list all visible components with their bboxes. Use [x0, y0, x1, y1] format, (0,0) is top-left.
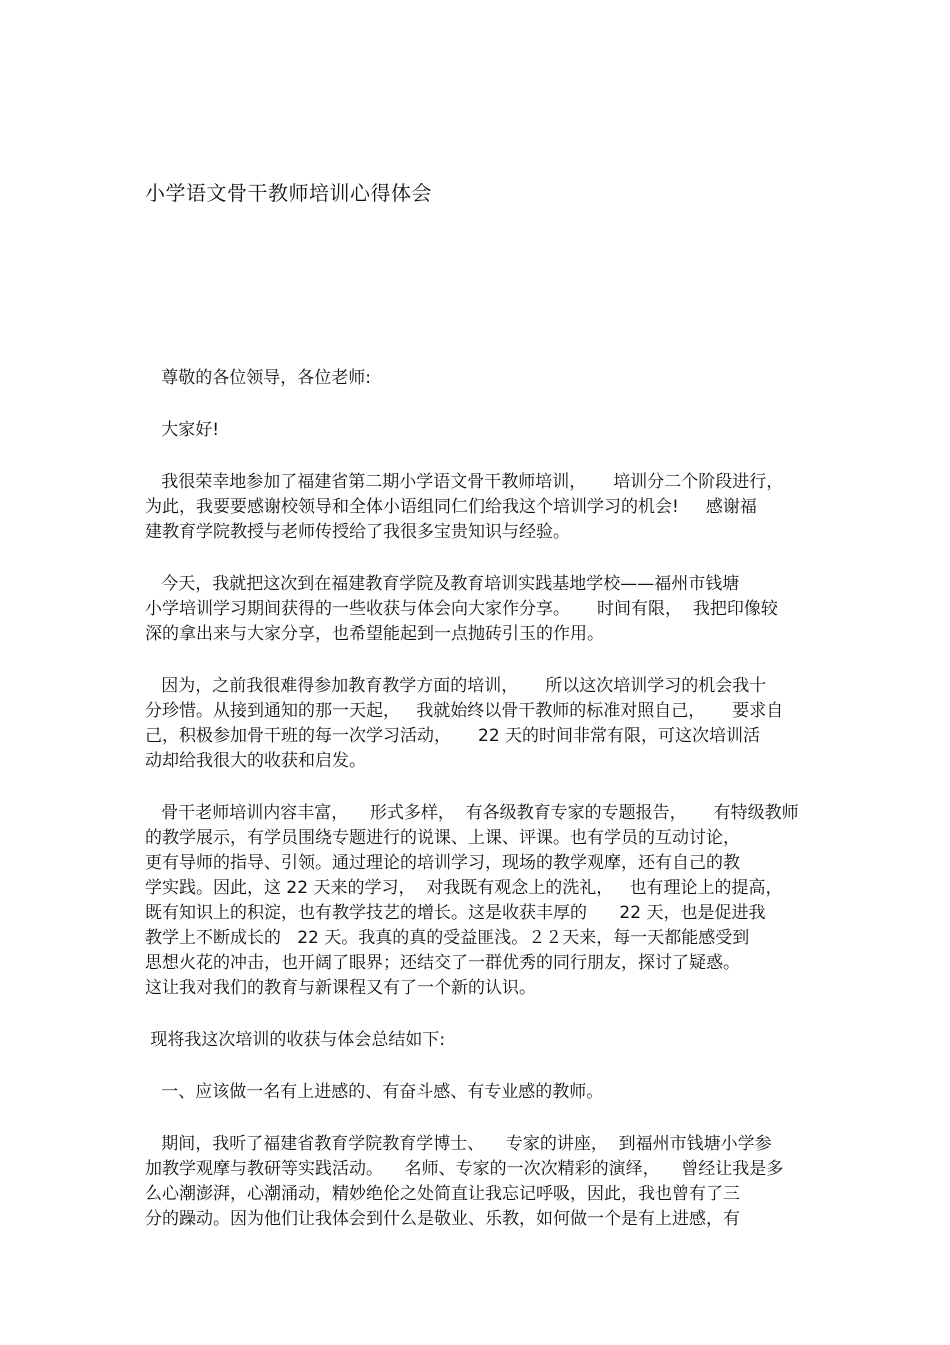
paragraph-line: 更有导师的指导、引领。通过理论的培训学习，现场的教学观摩，还有自己的教	[145, 853, 740, 873]
paragraph-line: 期间，我听了福建省教育学院教育学博士、 专家的讲座， 到福州市钱塘小学参	[145, 1134, 772, 1154]
paragraph-line: 深的拿出来与大家分享，也希望能起到一点抛砖引玉的作用。	[145, 624, 604, 644]
paragraph-line: 既有知识上的积淀，也有教学技艺的增长。这是收获丰厚的 22 天，也是促进我	[145, 903, 766, 923]
paragraph-line: 己，积极参加骨干班的每一次学习活动， 22 天的时间非常有限，可这次培训活	[145, 726, 761, 746]
paragraph-p4	[145, 801, 810, 1001]
paragraph-greeting	[145, 366, 810, 391]
paragraph-line: 教学上不断成长的 22 天。我真的真的受益匪浅。２２天来，每一天都能感受到	[145, 928, 750, 948]
paragraph-line: 骨干老师培训内容丰富， 形式多样， 有各级教育专家的专题报告， 有特级教师	[145, 803, 799, 823]
paragraph-line: 今天，我就把这次到在福建教育学院及教育培训实践基地学校——福州市钱塘	[145, 574, 740, 594]
document-title: 小学语文骨干教师培训心得体会	[145, 181, 432, 205]
paragraph-point1	[145, 1080, 810, 1105]
paragraph-line: 学实践。因此，这 22 天来的学习， 对我既有观念上的洗礼， 也有理论上的提高，	[145, 878, 783, 898]
paragraph-line: 建教育学院教授与老师传授给了我很多宝贵知识与经验。	[145, 522, 570, 542]
paragraph-line: 分的躁动。因为他们让我体会到什么是敬业、乐教，如何做一个是有上进感，有	[145, 1209, 740, 1229]
paragraph-line: 的教学展示，有学员围绕专题进行的说课、上课、评课。也有学员的互动讨论，	[145, 828, 740, 848]
paragraph-line: 我很荣幸地参加了福建省第二期小学语文骨干教师培训， 培训分二个阶段进行，	[145, 472, 784, 492]
paragraph-line: 尊敬的各位领导，各位老师:	[145, 368, 371, 388]
paragraph-line: 思想火花的冲击，也开阔了眼界；还结交了一群优秀的同行朋友，探讨了疑惑。	[145, 953, 740, 973]
paragraph-line: 么心潮澎湃，心潮涌动，精妙绝伦之处简直让我忘记呼吸，因此，我也曾有了三	[145, 1184, 740, 1204]
paragraph-line: 分珍惜。从接到通知的那一天起， 我就始终以骨干教师的标准对照自己， 要求自	[145, 701, 784, 721]
paragraph-line: 现将我这次培训的收获与体会总结如下:	[145, 1030, 446, 1050]
paragraph-line: 一、应该做一名有上进感的、有奋斗感、有专业感的教师。	[145, 1082, 604, 1102]
document-body	[145, 366, 810, 1259]
paragraph-hello	[145, 418, 810, 443]
paragraph-line: 小学培训学习期间获得的一些收获与体会向大家作分享。 时间有限， 我把印像较	[145, 599, 778, 619]
paragraph-line: 这让我对我们的教育与新课程又有了一个新的认识。	[145, 978, 536, 998]
paragraph-summary	[145, 1028, 810, 1053]
paragraph-p2	[145, 572, 810, 647]
paragraph-line: 大家好!	[145, 420, 220, 440]
paragraph-line: 动却给我很大的收获和启发。	[145, 751, 366, 771]
paragraph-p5	[145, 1132, 810, 1232]
paragraph-line: 因为，之前我很难得参加教育教学方面的培训， 所以这次培训学习的机会我十	[145, 676, 767, 696]
paragraph-p3	[145, 674, 810, 774]
paragraph-line: 加教学观摩与教研等实践活动。 名师、专家的一次次精彩的演绎， 曾经让我是多	[145, 1159, 784, 1179]
paragraph-p1	[145, 470, 810, 545]
paragraph-line: 为此，我要要感谢校领导和全体小语组同仁们给我这个培训学习的机会! 感谢福	[145, 497, 757, 517]
